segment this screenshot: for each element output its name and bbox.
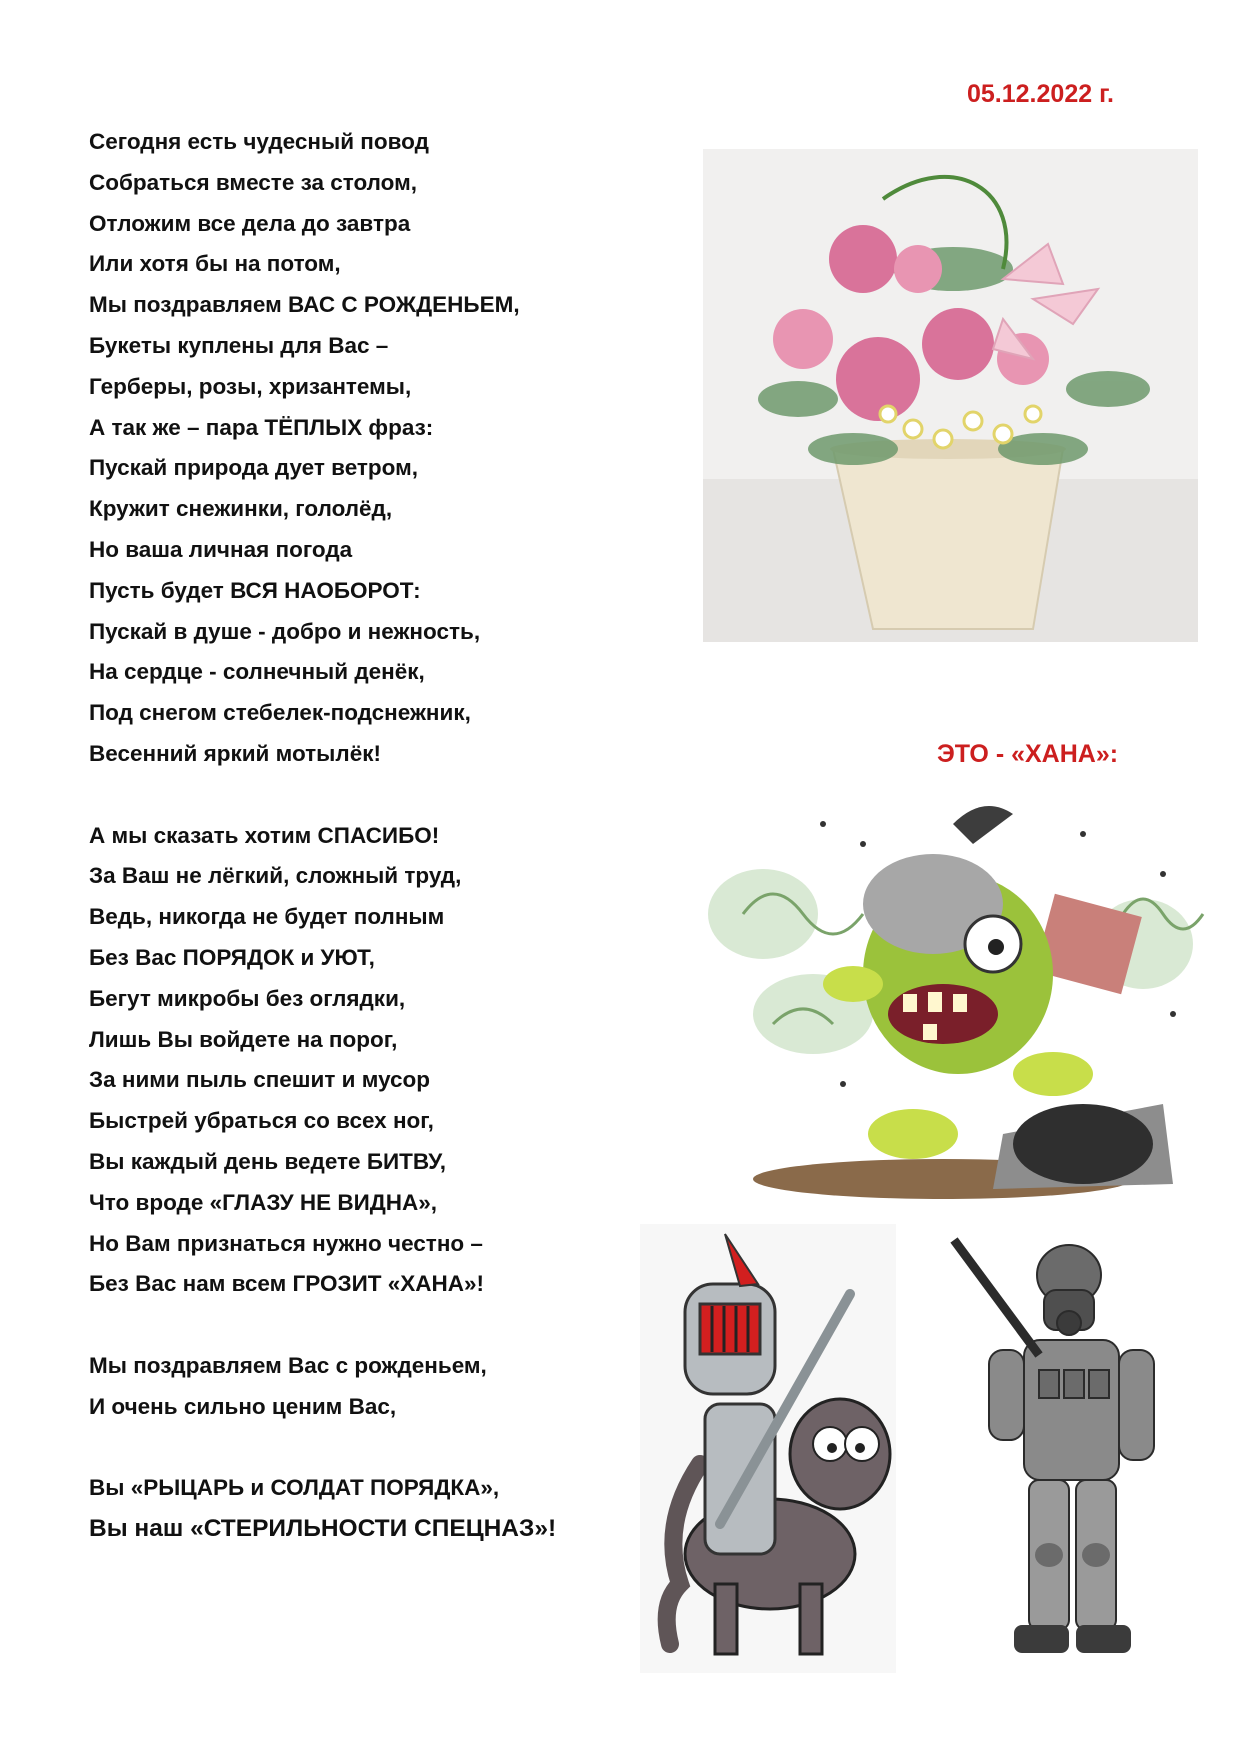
poem-line: Или хотя бы на потом, xyxy=(89,251,341,277)
poem-line: За Ваш не лёгкий, сложный труд, xyxy=(89,863,462,889)
poem-line: А так же – пара ТЁПЛЫХ фраз: xyxy=(89,414,434,440)
poem-line: Мы поздравляем Вас с рожденьем, xyxy=(89,1352,487,1378)
date-label: 05.12.2022 г. xyxy=(967,80,1114,108)
poem-line: Весенний яркий мотылёк! xyxy=(89,740,381,766)
poem-line: Отложим все дела до завтра xyxy=(89,210,411,236)
poem-line: Под снегом стебелек-подснежник, xyxy=(89,700,471,726)
poem-line: Пускай в душе - добро и нежность, xyxy=(89,618,481,644)
knight-image xyxy=(640,1224,896,1673)
poem-line: А мы сказать хотим СПАСИБО! xyxy=(89,822,440,848)
poem-stanza-1 xyxy=(89,122,556,775)
poem-line: Сегодня есть чудесный повод xyxy=(89,129,429,154)
poem-line: Пускай природа дует ветром, xyxy=(89,455,419,481)
soldier-image xyxy=(944,1235,1196,1666)
poem-line: Бегут микробы без оглядки, xyxy=(89,985,406,1011)
poem-line: Без Вас ПОРЯДОК и УЮТ, xyxy=(89,944,375,970)
poem xyxy=(89,122,556,1550)
stanza-gap xyxy=(89,775,556,816)
poem-line: Но Вам признаться нужно честно – xyxy=(89,1230,483,1256)
poem-line: Мы поздравляем ВАС С РОЖДЕНЬЕМ, xyxy=(89,292,520,318)
poem-line: Быстрей убраться со всех ног, xyxy=(89,1108,434,1134)
poem-stanza-2 xyxy=(89,816,556,1306)
poem-line: Герберы, розы, хризантемы, xyxy=(89,373,412,399)
poem-line: Без Вас нам всем ГРОЗИТ «ХАНА»! xyxy=(89,1271,485,1297)
poem-line: Что вроде «ГЛАЗУ НЕ ВИДНА», xyxy=(89,1189,438,1215)
stanza-gap xyxy=(89,1428,556,1469)
poem-line: На сердце - солнечный денёк, xyxy=(89,659,425,685)
poem-stanza-4 xyxy=(89,1468,556,1550)
poem-stanza-3 xyxy=(89,1346,556,1428)
garbage-monster-image xyxy=(703,784,1205,1202)
poem-line: Вы наш «СТЕРИЛЬНОСТИ СПЕЦНАЗ»! xyxy=(89,1515,557,1543)
poem-line: Вы каждый день ведете БИТВУ, xyxy=(89,1148,447,1174)
poem-line: Но ваша личная погода xyxy=(89,536,353,562)
stanza-gap xyxy=(89,1305,556,1346)
flowers-image xyxy=(703,149,1198,642)
poem-line: За ними пыль спешит и мусор xyxy=(89,1067,431,1093)
poem-line: Ведь, никогда не будет полным xyxy=(89,904,445,930)
poem-line: Букеты куплены для Вас – xyxy=(89,332,389,358)
poem-line: Лишь Вы войдете на порог, xyxy=(89,1026,398,1052)
poem-line: Собраться вместе за столом, xyxy=(89,169,417,195)
khana-caption: ЭТО - «ХАНА»: xyxy=(937,740,1119,768)
poem-line: Пусть будет ВСЯ НАОБОРОТ: xyxy=(89,577,421,603)
poem-line: И очень сильно ценим Вас, xyxy=(89,1393,397,1419)
poem-line: Вы «РЫЦАРЬ и СОЛДАТ ПОРЯДКА», xyxy=(89,1475,500,1501)
poem-line: Кружит снежинки, гололёд, xyxy=(89,496,393,522)
